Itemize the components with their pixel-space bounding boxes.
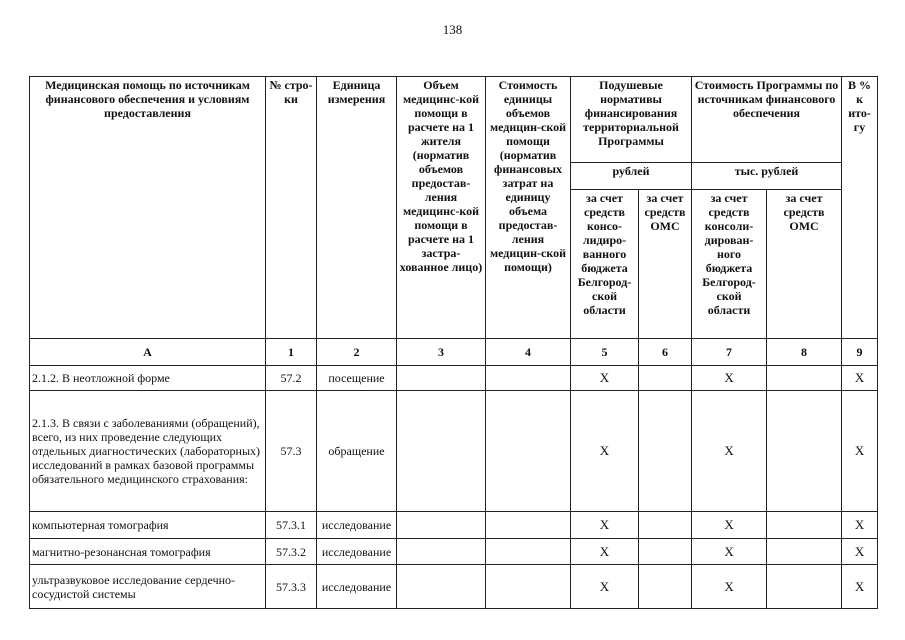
cell-percent: Х [842,366,878,391]
cell-oms-8 [767,512,842,539]
header-oms-6: за счет средств ОМС [639,190,692,339]
header-row-number: № стро-ки [266,77,317,339]
row-line-number: 57.2 [266,366,317,391]
row-name: 2.1.3. В связи с заболеваниями (обращений), всего, из них проведение следующих отдельных диагностических (лабораторных) исследований в рамках базовой программы обязательного медицинского страхования: [30,391,266,512]
cell-budget-7: Х [692,512,767,539]
header-budget-5: за счет средств консо-лидиро-ванного бюджета Белгород-ской области [571,190,639,339]
row-unit: исследование [317,539,397,565]
row-line-number: 57.3 [266,391,317,512]
header-volume: Объем медицинс-кой помощи в расчете на 1 жителя (норматив объемов предостав-ления медицинс-кой помощи в расчете на 1 застра-хованное лицо) [397,77,486,339]
row-name: магнитно-резонансная томография [30,539,266,565]
column-number: 2 [317,339,397,366]
row-name: 2.1.2. В неотложной форме [30,366,266,391]
row-unit: посещение [317,366,397,391]
cell-oms-8 [767,539,842,565]
cell-budget-5: Х [571,366,639,391]
header-unit: Единица измерения [317,77,397,339]
cell-oms-8 [767,366,842,391]
row-unit: исследование [317,565,397,609]
cell-oms-8 [767,391,842,512]
page-number: 138 [442,22,463,37]
cell-oms-6 [639,391,692,512]
header-program-cost: Стоимость Программы по источникам финансового обеспечения [692,77,842,163]
header-oms-8: за счет средств ОМС [767,190,842,339]
cell-budget-5: Х [571,391,639,512]
row-line-number: 57.3.1 [266,512,317,539]
cell-unit-cost [486,512,571,539]
column-number: 7 [692,339,767,366]
header-percent: В % к ито-гу [842,77,878,339]
row-name: компьютерная томография [30,512,266,539]
column-number: 8 [767,339,842,366]
cell-unit-cost [486,565,571,609]
header-rubles: рублей [571,163,692,190]
column-number-row [30,339,878,366]
header-care: Медицинская помощь по источникам финансового обеспечения и условиям предоставления [30,77,266,339]
cell-oms-6 [639,565,692,609]
row-unit: исследование [317,512,397,539]
cell-budget-5: Х [571,539,639,565]
cell-budget-5: Х [571,565,639,609]
column-number: 5 [571,339,639,366]
header-row-1 [30,77,878,163]
cell-oms-6 [639,539,692,565]
table-row [30,565,878,609]
column-number: 3 [397,339,486,366]
cell-unit-cost [486,391,571,512]
table-row [30,512,878,539]
cell-oms-8 [767,565,842,609]
cell-budget-7: Х [692,391,767,512]
cell-percent: Х [842,512,878,539]
row-line-number: 57.3.2 [266,539,317,565]
cell-budget-7: Х [692,565,767,609]
table-row [30,539,878,565]
header-per-capita: Подушевые нормативы финансирования территориальной Программы [571,77,692,163]
column-number: 9 [842,339,878,366]
financing-table [29,76,878,609]
cell-budget-7: Х [692,539,767,565]
cell-volume [397,366,486,391]
cell-percent: Х [842,391,878,512]
row-unit: обращение [317,391,397,512]
column-number: А [30,339,266,366]
header-thousand-rubles: тыс. рублей [692,163,842,190]
cell-percent: Х [842,565,878,609]
header-budget-7: за счет средств консоли-дирован-ного бюджета Белгород-ской области [692,190,767,339]
cell-volume [397,565,486,609]
cell-budget-5: Х [571,512,639,539]
row-name: ультразвуковое исследование сердечно-сосудистой системы [30,565,266,609]
cell-oms-6 [639,512,692,539]
table-row [30,391,878,512]
column-number: 4 [486,339,571,366]
column-number: 6 [639,339,692,366]
cell-volume [397,391,486,512]
cell-unit-cost [486,366,571,391]
cell-volume [397,539,486,565]
cell-unit-cost [486,539,571,565]
cell-percent: Х [842,539,878,565]
cell-volume [397,512,486,539]
cell-budget-7: Х [692,366,767,391]
header-unit-cost: Стоимость единицы объемов медицин-ской помощи (норматив финансовых затрат на единицу объема предостав-ления медицин-ской помощи) [486,77,571,339]
cell-oms-6 [639,366,692,391]
row-line-number: 57.3.3 [266,565,317,609]
column-number: 1 [266,339,317,366]
table-row [30,366,878,391]
